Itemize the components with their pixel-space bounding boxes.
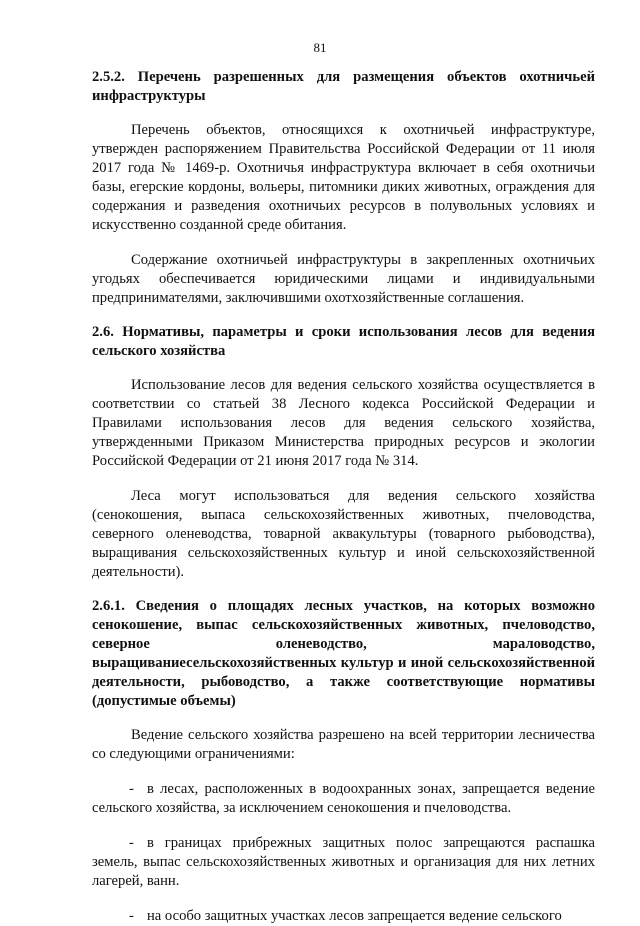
list-item-text: в границах прибрежных защитных полос запрещаются распашка земель, выпас сельскохозяйственных животных и организация для них летних лагерей, ванн. <box>92 835 595 889</box>
paragraph: Леса могут использоваться для ведения сельского хозяйства (сенокошения, выпаса сельскохозяйственных животных, пчеловодства, северного оленеводства, товарной аквакультуры (товарного рыбоводства), выращивания сельскохозяйственных культур и иной сельскохозяйственной деятельности). <box>92 488 595 580</box>
list-bullet: - <box>129 835 134 851</box>
page-number: 81 <box>313 40 327 55</box>
list-bullet: - <box>129 908 134 924</box>
list-item-text: на особо защитных участках лесов запрещается ведение сельского <box>147 908 562 924</box>
list-item <box>92 780 595 818</box>
list-item <box>92 907 595 926</box>
section-heading-2-6: 2.6. Нормативы, параметры и сроки использования лесов для ведения сельского хозяйства <box>92 324 595 359</box>
list-item <box>92 834 595 891</box>
page-content <box>92 68 595 926</box>
paragraph: Использование лесов для ведения сельского хозяйства осуществляется в соответствии со статьей 38 Лесного кодекса Российской Федерации и Правилами использования лесов для ведения сельского хозяйства, утвержденными Приказом Министерства природных ресурсов и экологии Российской Федерации от 21 июня 2017 года № 314. <box>92 377 595 469</box>
paragraph: Перечень объектов, относящихся к охотничьей инфраструктуре, утвержден распоряжением Правительства Российской Федерации от 11 июля 2017 года № 1469-р. Охотничья инфраструктура включает в себя охотничьи базы, егерские кордоны, вольеры, питомники диких животных, ограждения для содержания и разведения охотничьих ресурсов в полувольных условиях и искусственно созданной среде обитания. <box>92 122 595 233</box>
paragraph: Ведение сельского хозяйства разрешено на всей территории лесничества со следующими ограничениями: <box>92 727 595 762</box>
list-bullet: - <box>129 781 134 797</box>
list-item-text: в лесах, расположенных в водоохранных зонах, запрещается ведение сельского хозяйства, за исключением сенокошения и пчеловодства. <box>92 781 595 816</box>
section-heading-2-5-2: 2.5.2. Перечень разрешенных для размещения объектов охотничьей инфраструктуры <box>92 69 595 104</box>
paragraph: Содержание охотничьей инфраструктуры в закрепленных охотничьих угодьях обеспечивается юридическими лицами и индивидуальными предпринимателями, заключившими охотхозяйственные соглашения. <box>92 252 595 306</box>
section-heading-2-6-1: 2.6.1. Сведения о площадях лесных участков, на которых возможно сенокошение, выпас сельскохозяйственных животных, пчеловодство, северное оленеводство, мараловодство, выращиваниесельскохозяйственных культур и иной сельскохозяйственной деятельности, рыбоводство, а также соответствующие нормативы (допустимые объемы) <box>92 598 595 709</box>
